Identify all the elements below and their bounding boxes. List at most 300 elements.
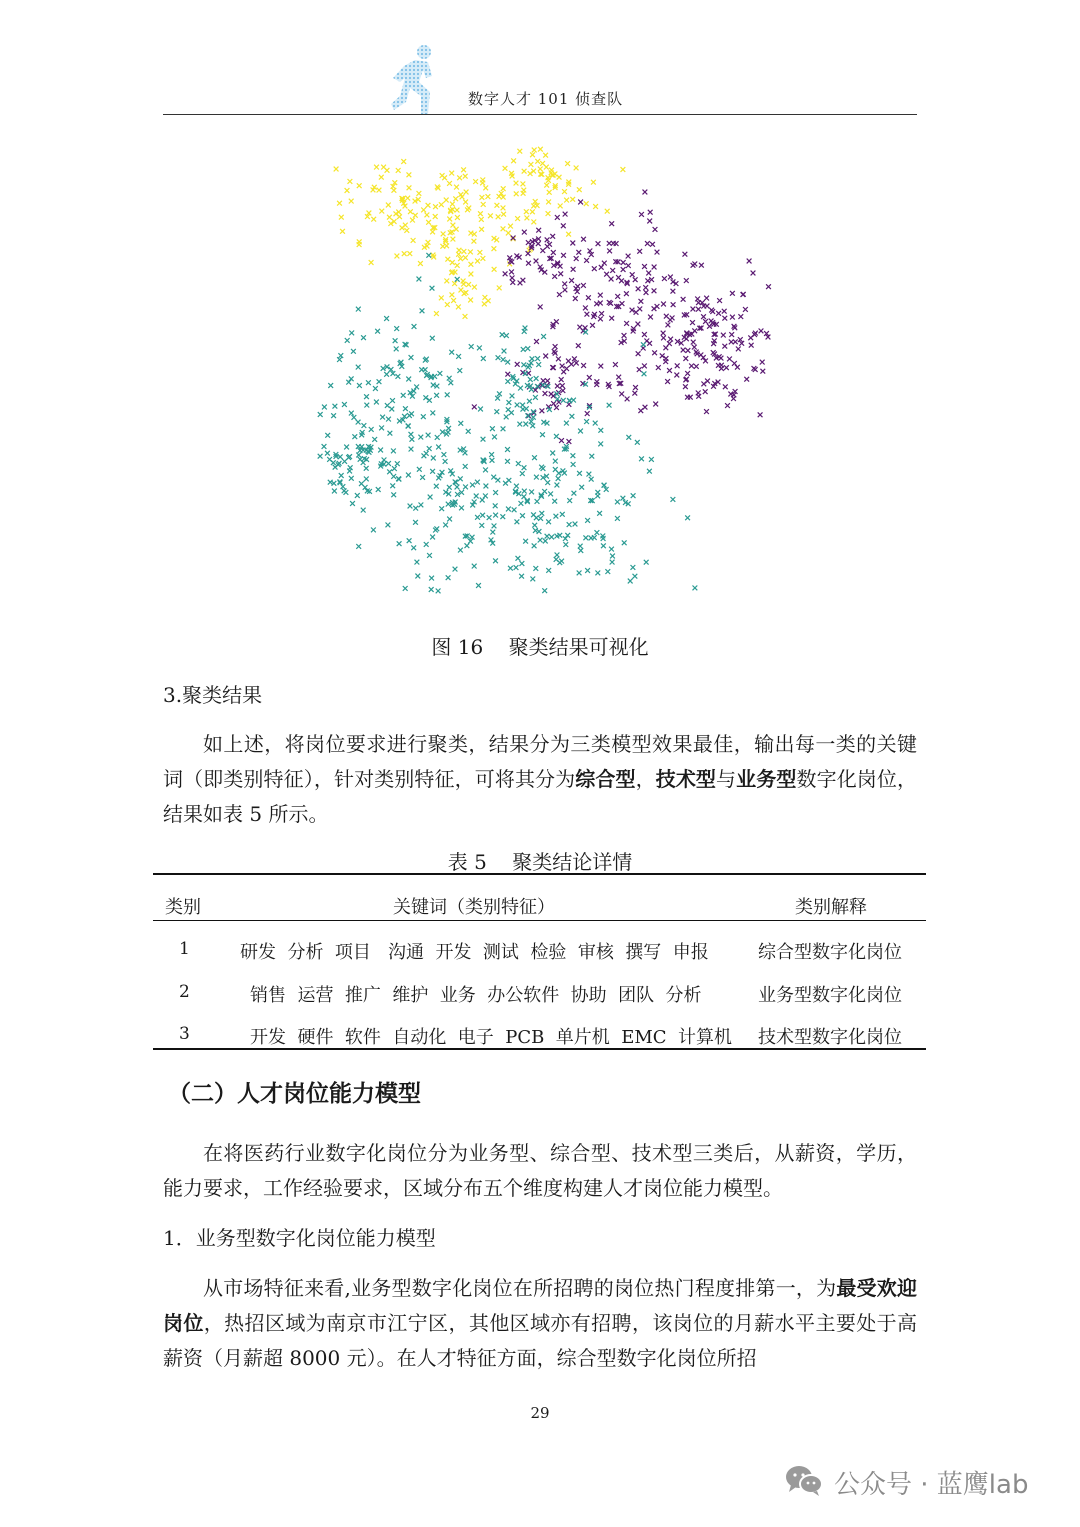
cluster-1-point	[451, 237, 456, 242]
cluster-3-point	[520, 513, 525, 518]
cluster-2-point	[505, 372, 510, 377]
cluster-1-point	[407, 185, 412, 190]
cluster-2-point	[642, 332, 647, 337]
cluster-3-point	[436, 445, 441, 450]
cluster-3-point	[578, 429, 583, 434]
cluster-1-point	[426, 203, 431, 208]
cluster-3-point	[361, 335, 366, 340]
cluster-3-point	[521, 347, 526, 352]
cluster-3-point	[476, 583, 481, 588]
cluster-3-point	[610, 560, 615, 565]
cluster-3-point	[410, 437, 415, 442]
cluster-3-point	[420, 475, 425, 480]
cluster-3-point	[480, 513, 485, 518]
cluster-1-point	[392, 188, 397, 193]
cluster-2-point	[668, 275, 673, 280]
cluster-3-point	[423, 367, 428, 372]
cluster-2-point	[624, 291, 629, 296]
cluster-3-point	[409, 447, 414, 452]
cluster-3-point	[407, 413, 412, 418]
cluster-3-point	[598, 442, 603, 447]
cluster-1-point	[540, 161, 545, 166]
table-header-category: 类别	[165, 897, 201, 918]
cluster-3-point	[628, 579, 633, 584]
cluster-3-point	[342, 488, 347, 493]
cluster-3-point	[533, 566, 538, 571]
cluster-1-point	[562, 189, 567, 194]
cluster-2-point	[759, 329, 764, 334]
cluster-3-point	[364, 466, 369, 471]
cluster-3-point	[570, 414, 575, 419]
cluster-1-point	[531, 220, 536, 225]
cluster-3-point	[477, 346, 482, 351]
cluster-3-point	[364, 403, 369, 408]
cluster-2-point	[691, 340, 696, 345]
cluster-2-point	[703, 319, 708, 324]
cluster-3-point	[579, 485, 584, 490]
cluster-3-point	[577, 571, 582, 576]
cluster-3-point	[621, 496, 626, 501]
cluster-3-point	[492, 435, 497, 440]
cluster-3-point	[443, 459, 448, 464]
cluster-1-point	[426, 220, 431, 225]
cluster-2-point	[625, 397, 630, 402]
cluster-3-point	[557, 560, 562, 565]
cluster-3-point	[393, 338, 398, 343]
cluster-scatter-plot	[310, 140, 780, 600]
cluster-1-point	[481, 256, 486, 261]
cluster-2-point	[569, 278, 574, 283]
cluster-3-point	[647, 469, 652, 474]
cluster-3-point	[325, 451, 330, 456]
cluster-3-point	[529, 490, 534, 495]
paragraph-text: 如上述，将岗位要求进行聚类，结果分为三类模型效果最佳，输出每一类的关键词（即类别特征），针对类别特征，可将其分为	[163, 732, 917, 791]
cluster-3-point	[564, 421, 569, 426]
cluster-2-point	[615, 294, 620, 299]
cluster-2-point	[655, 250, 660, 255]
cluster-2-point	[686, 348, 691, 353]
cluster-3-point	[522, 489, 527, 494]
cluster-3-point	[439, 506, 444, 511]
cluster-3-point	[514, 565, 519, 570]
cluster-3-point	[333, 465, 338, 470]
cluster-3-point	[390, 398, 395, 403]
cluster-3-point	[500, 332, 505, 337]
cluster-2-point	[730, 291, 735, 296]
cluster-3-point	[493, 490, 498, 495]
cluster-2-point	[661, 336, 666, 341]
cluster-1-point	[565, 161, 570, 166]
cluster-1-point	[411, 238, 416, 243]
cluster-3-point	[505, 379, 510, 384]
cluster-1-point	[434, 311, 439, 316]
cluster-2-point	[722, 344, 727, 349]
cluster-3-point	[631, 565, 636, 570]
cluster-2-point	[661, 331, 666, 336]
cluster-3-point	[534, 515, 539, 520]
watermark	[784, 1460, 1028, 1504]
cluster-3-point	[386, 417, 391, 422]
cluster-1-point	[395, 254, 400, 259]
cluster-2-point	[653, 227, 658, 232]
cluster-3-point	[589, 477, 594, 482]
cluster-1-point	[529, 162, 534, 167]
cluster-2-point	[725, 403, 730, 408]
cluster-3-point	[633, 574, 638, 579]
cluster-2-point	[661, 302, 666, 307]
table-header-explanation: 类别解释	[795, 897, 867, 918]
cluster-3-point	[430, 535, 435, 540]
cluster-2-point	[624, 321, 629, 326]
cluster-1-point	[410, 218, 415, 223]
cluster-2-point	[599, 311, 604, 316]
cluster-1-point	[455, 215, 460, 220]
cluster-3-point	[685, 515, 690, 520]
cluster-2-point	[637, 249, 642, 254]
cluster-3-point	[426, 253, 431, 258]
cluster-2-point	[652, 288, 657, 293]
cluster-2-point	[664, 356, 669, 361]
cluster-3-point	[459, 506, 464, 511]
cluster-2-point	[758, 412, 763, 417]
cluster-3-point	[573, 522, 578, 527]
cluster-3-point	[356, 544, 361, 549]
cluster-3-point	[456, 354, 461, 359]
cluster-1-point	[465, 207, 470, 212]
cluster-3-point	[434, 484, 439, 489]
cluster-3-point	[407, 538, 412, 543]
cluster-3-point	[430, 411, 435, 416]
cluster-3-point	[446, 575, 451, 580]
section-title-talent-model: （二）人才岗位能力模型	[168, 1081, 421, 1107]
cluster-1-point	[455, 263, 460, 268]
cluster-3-point	[484, 484, 489, 489]
cluster-3-point	[388, 431, 393, 436]
cluster-3-point	[328, 383, 333, 388]
cluster-1-point	[408, 209, 413, 214]
cluster-1-point	[452, 281, 457, 286]
cluster-2-point	[552, 274, 557, 279]
cluster-3-point	[463, 464, 468, 469]
cluster-1-point	[478, 250, 483, 255]
cluster-3-point	[373, 386, 378, 391]
cluster-2-point	[703, 389, 708, 394]
cluster-3-point	[490, 426, 495, 431]
cluster-2-point	[622, 333, 627, 338]
cluster-3-point	[475, 515, 480, 520]
cluster-1-point	[379, 175, 384, 180]
cluster-1-point	[522, 169, 527, 174]
cluster-2-point	[766, 284, 771, 289]
cluster-1-point	[481, 202, 486, 207]
bold-term-technical: 技术型	[655, 767, 717, 791]
cluster-1-point	[468, 298, 473, 303]
cluster-3-point	[478, 407, 483, 412]
cluster-2-point	[663, 345, 668, 350]
cluster-3-point	[322, 405, 327, 410]
cluster-3-point	[536, 362, 541, 367]
cluster-1-point	[345, 188, 350, 193]
cluster-2-point	[685, 371, 690, 376]
cluster-3-point	[345, 338, 350, 343]
cluster-3-point	[412, 324, 417, 329]
cluster-2-point	[510, 280, 515, 285]
cluster-3-point	[510, 394, 515, 399]
cluster-2-point	[671, 289, 676, 294]
cluster-3-point	[394, 347, 399, 352]
cluster-3-point	[417, 467, 422, 472]
cluster-3-point	[386, 523, 391, 528]
cluster-3-point	[507, 400, 512, 405]
cluster-3-point	[356, 453, 361, 458]
cluster-3-point	[352, 434, 357, 439]
cluster-1-point	[468, 250, 473, 255]
cluster-3-point	[318, 454, 323, 459]
cluster-3-point	[406, 377, 411, 382]
cluster-3-point	[538, 538, 543, 543]
cluster-3-point	[571, 453, 576, 458]
cluster-3-point	[571, 462, 576, 467]
cluster-2-point	[696, 307, 701, 312]
table-top-rule	[153, 873, 926, 875]
cluster-3-point	[364, 477, 369, 482]
cluster-1-point	[418, 261, 423, 266]
cluster-3-point	[561, 468, 566, 473]
cluster-1-point	[451, 298, 456, 303]
cluster-3-point	[436, 589, 441, 594]
cluster-3-point	[386, 461, 391, 466]
cluster-3-point	[515, 403, 520, 408]
cluster-3-point	[434, 393, 439, 398]
cluster-3-point	[584, 419, 589, 424]
cluster-2-point	[578, 200, 583, 205]
cluster-3-point	[615, 500, 620, 505]
cluster-2-point	[598, 364, 603, 369]
cluster-3-point	[545, 534, 550, 539]
cluster-3-point	[421, 414, 426, 419]
cluster-3-point	[532, 455, 537, 460]
cluster-1-point	[447, 217, 452, 222]
cluster-2-point	[555, 384, 560, 389]
cluster-3-point	[555, 553, 560, 558]
cluster-3-point	[642, 371, 647, 376]
figure-caption: 图 16 聚类结果可视化	[431, 635, 649, 659]
cluster-3-point	[577, 471, 582, 476]
cluster-1-point	[508, 224, 513, 229]
cluster-2-point	[644, 290, 649, 295]
cluster-1-point	[450, 260, 455, 265]
cluster-2-point	[541, 378, 546, 383]
cluster-3-point	[609, 547, 614, 552]
cluster-3-point	[372, 437, 377, 442]
cluster-1-point	[463, 314, 468, 319]
cluster-1-point	[454, 185, 459, 190]
cluster-2-point	[668, 318, 673, 323]
cluster-2-point	[558, 271, 563, 276]
cluster-2-point	[639, 299, 644, 304]
cluster-2-point	[561, 223, 566, 228]
cluster-3-point	[380, 415, 385, 420]
cluster-3-point	[491, 475, 496, 480]
cluster-3-point	[635, 440, 640, 445]
table-row-2-explanation: 业务型数字化岗位	[758, 985, 902, 1006]
cluster-2-point	[557, 292, 562, 297]
cluster-1-point	[407, 172, 412, 177]
cluster-3-point	[414, 385, 419, 390]
paragraph-clustering-results	[163, 727, 917, 832]
cluster-2-point	[705, 379, 710, 384]
paragraph-model-intro: 在将医药行业数字化岗位分为业务型、综合型、技术型三类后，从薪资，学历，能力要求，工作经验要求，区域分布五个维度构建人才岗位能力模型。	[163, 1141, 917, 1200]
cluster-3-point	[455, 485, 460, 490]
cluster-2-point	[554, 405, 559, 410]
cluster-3-point	[328, 480, 333, 485]
cluster-3-point	[546, 519, 551, 524]
cluster-2-point	[642, 264, 647, 269]
cluster-2-point	[652, 306, 657, 311]
cluster-3-point	[396, 374, 401, 379]
cluster-2-point	[534, 259, 539, 264]
cluster-3-point	[391, 449, 396, 454]
cluster-2-point	[613, 362, 618, 367]
cluster-2-point	[547, 242, 552, 247]
cluster-1-point	[479, 217, 484, 222]
cluster-3-point	[418, 435, 423, 440]
cluster-3-point	[578, 544, 583, 549]
cluster-1-point	[486, 194, 491, 199]
cluster-1-point	[444, 279, 449, 284]
cluster-3-point	[394, 326, 399, 331]
bold-term-most-popular: 最受欢迎岗位	[163, 1276, 917, 1335]
cluster-1-point	[479, 227, 484, 232]
cluster-3-point	[355, 493, 360, 498]
cluster-3-point	[457, 368, 462, 373]
cluster-1-point	[530, 152, 535, 157]
cluster-3-point	[413, 520, 418, 525]
cluster-2-point	[647, 341, 652, 346]
cluster-3-point	[522, 494, 527, 499]
cluster-2-point	[543, 354, 548, 359]
cluster-3-point	[641, 342, 646, 347]
cluster-3-point	[533, 395, 538, 400]
cluster-3-point	[357, 383, 362, 388]
cluster-1-point	[450, 202, 455, 207]
cluster-1-point	[463, 255, 468, 260]
cluster-1-point	[456, 305, 461, 310]
cluster-3-point	[535, 356, 540, 361]
cluster-3-point	[520, 561, 525, 566]
cluster-1-point	[433, 214, 438, 219]
cluster-3-point	[377, 379, 382, 384]
cluster-3-point	[518, 386, 523, 391]
cluster-2-point	[564, 366, 569, 371]
cluster-3-point	[601, 543, 606, 548]
cluster-3-point	[449, 350, 454, 355]
cluster-2-point	[689, 364, 694, 369]
cluster-2-point	[581, 237, 586, 242]
subsection-heading: 1．业务型数字化岗位能力模型	[163, 1226, 436, 1250]
cluster-3-point	[417, 277, 422, 282]
cluster-3-point	[431, 456, 436, 461]
cluster-1-point	[337, 201, 342, 206]
separator-text: 与	[716, 767, 737, 791]
cluster-3-point	[424, 451, 429, 456]
cluster-3-point	[587, 472, 592, 477]
cluster-3-point	[376, 487, 381, 492]
cluster-3-point	[541, 334, 546, 339]
cluster-2-point	[665, 379, 670, 384]
cluster-2-point	[652, 265, 657, 270]
cluster-2-point	[722, 309, 727, 314]
cluster-2-point	[555, 215, 560, 220]
cluster-3-point	[512, 507, 517, 512]
cluster-1-point	[501, 212, 506, 217]
cluster-1-point	[511, 158, 516, 163]
cluster-3-point	[560, 512, 565, 517]
cluster-2-point	[602, 261, 607, 266]
cluster-2-point	[609, 277, 614, 282]
cluster-1-point	[447, 181, 452, 186]
cluster-3-point	[585, 568, 590, 573]
cluster-1-point	[546, 200, 551, 205]
cluster-1-point	[407, 251, 412, 256]
cluster-3-point	[415, 560, 420, 565]
cluster-1-point	[462, 249, 467, 254]
cluster-3-point	[339, 473, 344, 478]
cluster-1-point	[463, 200, 468, 205]
cluster-2-point	[549, 392, 554, 397]
cluster-1-point	[492, 267, 497, 272]
cluster-3-point	[430, 286, 435, 291]
cluster-2-point	[581, 283, 586, 288]
cluster-3-point	[408, 504, 413, 509]
cluster-1-point	[340, 229, 345, 234]
cluster-3-point	[411, 545, 416, 550]
cluster-2-point	[518, 281, 523, 286]
cluster-1-point	[475, 259, 480, 264]
cluster-3-point	[361, 460, 366, 465]
cluster-3-point	[390, 483, 395, 488]
cluster-1-point	[501, 226, 506, 231]
cluster-2-point	[570, 241, 575, 246]
cluster-2-point	[553, 344, 558, 349]
cluster-3-point	[415, 574, 420, 579]
cluster-1-point	[444, 198, 449, 203]
cluster-1-point	[488, 213, 493, 218]
cluster-3-point	[493, 503, 498, 508]
cluster-3-point	[387, 469, 392, 474]
cluster-3-point	[466, 429, 471, 434]
cluster-2-point	[594, 301, 599, 306]
cluster-3-point	[332, 481, 337, 486]
cluster-1-point	[492, 246, 497, 251]
cluster-2-point	[574, 256, 579, 261]
cluster-2-point	[709, 308, 714, 313]
cluster-3-point	[578, 548, 583, 553]
cluster-3-point	[521, 362, 526, 367]
cluster-1-point	[570, 197, 575, 202]
cluster-2-point	[719, 366, 724, 371]
cluster-1-point	[449, 171, 454, 176]
cluster-1-point	[514, 181, 519, 186]
cluster-2-point	[540, 248, 545, 253]
cluster-1-point	[441, 232, 446, 237]
cluster-3-point	[453, 567, 458, 572]
paragraph-text: ，热招区域为南京市江宁区，其他区域亦有招聘，该岗位的月薪水平主要处于高薪资（月薪超 8000 元）。在人才特征方面，综合型数字化岗位所招	[163, 1311, 918, 1370]
cluster-3-point	[598, 428, 603, 433]
cluster-2-point	[534, 339, 539, 344]
cluster-3-point	[534, 376, 539, 381]
cluster-3-point	[481, 356, 486, 361]
